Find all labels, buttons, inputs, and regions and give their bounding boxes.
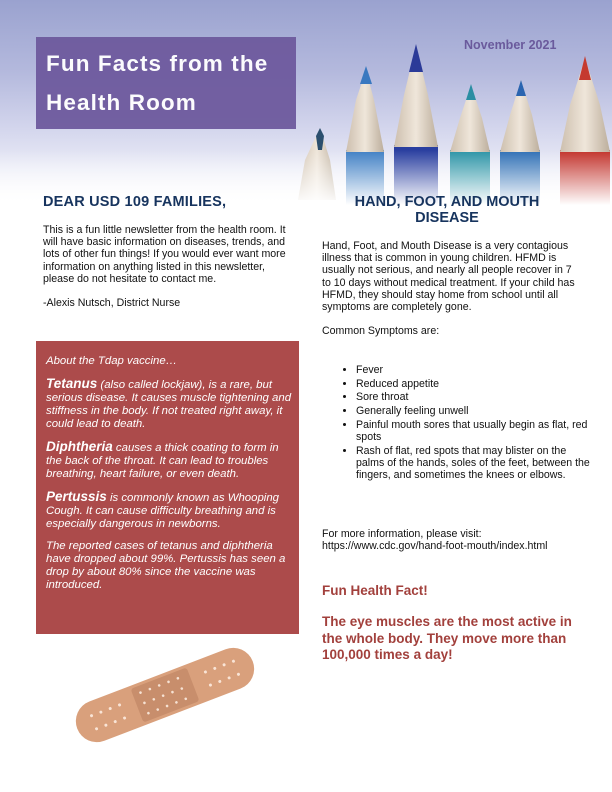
more-info-url: https://www.cdc.gov/hand-foot-mouth/index.html	[322, 540, 548, 553]
title-line-2: Health Room	[46, 90, 197, 115]
tdap-info-box	[36, 341, 299, 634]
fun-fact-text: The eye muscles are the most active in the whole body. They move more than 100,000 times a day!	[322, 614, 572, 662]
symptom-item: • Rash of flat, red spots that may blister on the palms of the hands, soles of the feet, between the fingers, and sometimes the knees or elbows.	[356, 445, 596, 482]
symptom-item: • Painful mouth sores that usually begin as flat, red spots	[356, 419, 596, 443]
symptom-item: • Reduced appetite	[356, 378, 596, 390]
tdap-term: Pertussis	[46, 489, 107, 504]
hfmd-paragraph: Hand, Foot, and Mouth Disease is a very contagious illness that is common in young children. HFMD is usually not serious, and nearly all people recover in 7 to 10 days without medical treatment. If your child has HFMD, they should stay home from school until all symptoms are completely gone.	[322, 240, 575, 314]
greeting-heading: DEAR USD 109 FAMILIES,	[43, 194, 227, 210]
tdap-term: Diphtheria	[46, 439, 113, 454]
tdap-description: (also called lockjaw), is a rare, but serious disease. It causes muscle tightening and stiffness in the body. If not treated right away, it could lead to death.	[46, 379, 292, 430]
tdap-item	[46, 440, 292, 481]
tdap-description: causes a thick coating to form in the back of the throat. It can lead to troubles breathing, heart failure, or even death.	[46, 442, 279, 480]
adhesive-bandage-icon	[65, 640, 265, 750]
tdap-closing: The reported cases of tetanus and diphtheria have dropped about 99%. Pertussis has seen a drop by about 80% since the vaccine was introduced.	[46, 540, 286, 591]
symptom-item: • Generally feeling unwell	[356, 405, 596, 417]
symptoms-list	[332, 364, 596, 483]
title-line-1: Fun Facts from the	[46, 51, 269, 76]
tdap-heading: About the Tdap vaccine…	[46, 355, 178, 367]
fun-fact-heading: Fun Health Fact!	[322, 583, 428, 598]
issue-date: November 2021	[464, 38, 557, 52]
signature: -Alexis Nutsch, District Nurse	[43, 297, 181, 309]
hfmd-heading: HAND, FOOT, AND MOUTH DISEASE	[354, 194, 540, 226]
intro-paragraph: This is a fun little newsletter from the health room. It will have basic information on diseases, trends, and lots of other fun things! If you would ever want more information on anything listed in this newsletter, please do not hesitate to contact me.	[43, 224, 286, 285]
more-info-label: For more information, please visit:	[322, 528, 482, 540]
symptom-item: • Fever	[356, 364, 596, 376]
tdap-item	[46, 490, 292, 531]
symptoms-label: Common Symptoms are:	[322, 325, 440, 337]
more-info	[322, 528, 548, 553]
tdap-item	[46, 377, 292, 431]
newsletter-title-box	[36, 37, 296, 129]
symptom-item: • Sore throat	[356, 391, 596, 403]
tdap-term: Tetanus	[46, 376, 98, 391]
tdap-description: is commonly known as Whooping Cough. It can cause difficulty breathing and is especially dangerous in newborns.	[46, 492, 279, 530]
